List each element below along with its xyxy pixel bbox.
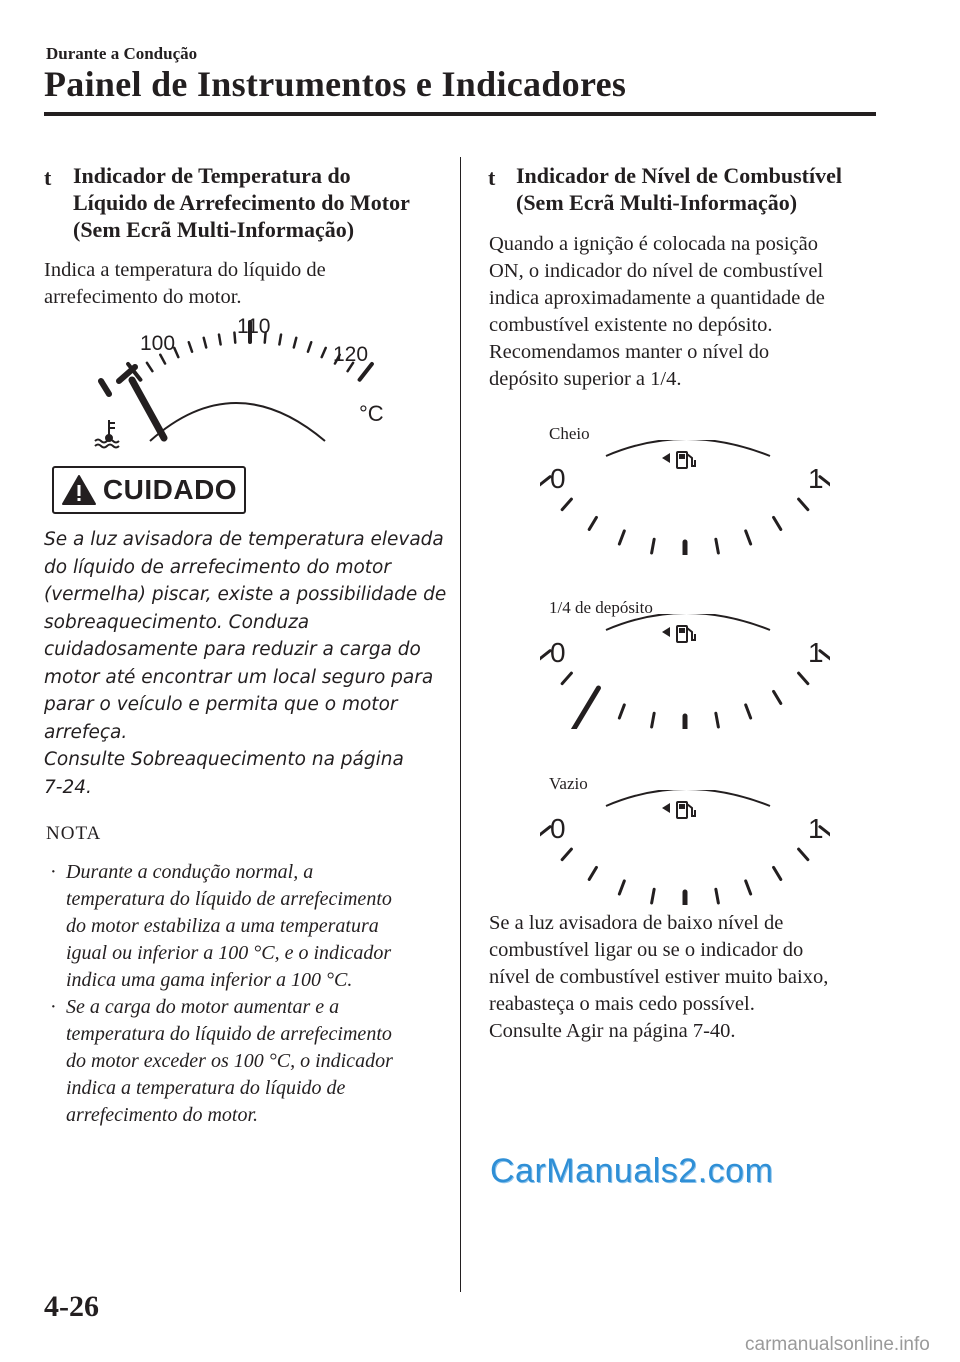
fuel-scale-min: 0: [550, 637, 566, 668]
fuel-gauge-tick: [774, 867, 781, 879]
left-heading: [73, 162, 453, 243]
right-outro-line: Se a luz avisadora de baixo nível de: [489, 912, 784, 934]
fuel-gauge-tick: [652, 713, 655, 727]
temperature-tick: [189, 342, 192, 351]
note-line: do motor exceder os 100 °C, o indicador: [66, 1050, 393, 1072]
temperature-unit: °C: [359, 401, 384, 426]
fuel-gauge-tick: [619, 531, 624, 544]
temperature-label-120: 120: [333, 343, 369, 366]
section-label: Durante a Condução: [46, 44, 198, 63]
temperature-gauge: [85, 305, 405, 455]
temperature-needle: [132, 380, 164, 438]
fuel-gauge-empty: [540, 790, 830, 905]
caution-line: motor até encontrar um local seguro para: [44, 666, 434, 688]
temperature-tick: [160, 355, 165, 364]
caution-label: CUIDADO: [102, 474, 238, 505]
note-item: [46, 994, 446, 1129]
fuel-needle: [563, 688, 598, 729]
left-heading-line: (Sem Ecrã Multi-Informação): [73, 217, 355, 242]
fuel-gauge-tick: [774, 691, 781, 703]
caution-line: cuidadosamente para reduzir a carga do: [44, 639, 421, 660]
caution-line: sobreaquecimento. Conduza: [44, 611, 310, 633]
fuel-scale-max: 1: [808, 637, 824, 668]
note-line: do motor estabiliza a uma temperatura: [66, 915, 379, 937]
fuel-gauge-label: 1/4 de depósito: [549, 598, 653, 617]
temperature-tick: [294, 338, 296, 348]
fuel-gauge-tick: [540, 827, 550, 836]
fuel-gauge-tick: [652, 539, 655, 553]
right-intro-line: ON, o indicador do nível de combustível: [489, 260, 824, 282]
warning-triangle-icon: [61, 474, 97, 506]
left-heading-line: Líquido de Arrefecimento do Motor: [73, 190, 410, 215]
right-intro-line: combustível existente no depósito.: [489, 314, 773, 336]
note-line: arrefecimento do motor.: [66, 1104, 259, 1126]
right-heading-line: Indicador de Nível de Combustível: [516, 163, 842, 188]
fuel-gauge-tick: [774, 517, 781, 529]
column-divider: [460, 157, 461, 1292]
fuel-gauge-tick: [562, 499, 571, 510]
caution-line: do líquido de arrefecimento do motor: [44, 556, 391, 578]
fuel-gauge-tick: [562, 673, 571, 684]
note-line: Se a carga do motor aumentar e a: [66, 996, 340, 1018]
fuel-gauge-quarter: [540, 614, 830, 729]
left-heading-bullet: t: [44, 165, 52, 190]
watermark-logo: CarManuals2.com: [490, 1152, 774, 1190]
fuel-gauge-tick: [589, 867, 596, 879]
caution-line: parar o veículo e permita que o motor: [44, 694, 398, 715]
right-intro-line: Quando a ignição é colocada na posição: [489, 233, 819, 255]
right-heading-line: (Sem Ecrã Multi-Informação): [516, 190, 798, 215]
right-outro: [489, 910, 889, 1045]
temperature-tick: [234, 333, 235, 343]
right-heading: [516, 162, 896, 216]
fuel-gauge-tick: [746, 881, 751, 894]
temperature-gauge-arc: [150, 403, 325, 441]
fuel-gauge-tick: [652, 889, 655, 903]
fuel-gauge-tick: [540, 651, 550, 660]
note-title: NOTA: [46, 823, 102, 844]
fuel-gauge-tick: [716, 539, 719, 553]
note-line: temperatura do líquido de arrefecimento: [66, 888, 392, 910]
caution-line: Se a luz avisadora de temperatura elevada: [44, 529, 444, 550]
page-title: Painel de Instrumentos e Indicadores: [44, 64, 627, 104]
fuel-gauge-tick: [540, 477, 550, 486]
right-intro-line: Recomendamos manter o nível do: [489, 341, 770, 363]
temperature-tick: [322, 348, 326, 357]
note-line: temperatura do líquido de arrefecimento: [66, 1023, 392, 1045]
note-list: [46, 859, 446, 1129]
note-item: [46, 859, 446, 994]
note-line: igual ou inferior a 100 °C, e o indicador: [66, 942, 392, 964]
left-intro-line: arrefecimento do motor.: [44, 286, 242, 308]
fuel-gauge-tick: [746, 531, 751, 544]
temperature-scale-start-mark: [101, 381, 109, 394]
note-line: indica a temperatura do líquido de: [66, 1077, 346, 1099]
note-bullet: ·: [50, 861, 57, 883]
temperature-tick: [147, 363, 152, 371]
coolant-temperature-icon: [95, 420, 119, 448]
left-intro-line: Indica a temperatura do líquido de: [44, 259, 326, 281]
fuel-scale-max: 1: [808, 813, 824, 844]
page-number: 4-26: [44, 1290, 99, 1323]
caution-box: [52, 466, 246, 514]
fuel-pump-icon: [662, 802, 695, 818]
fuel-gauge-tick: [799, 849, 808, 860]
right-intro-line: depósito superior a 1/4.: [489, 368, 682, 390]
temperature-label-110: 110: [237, 315, 271, 338]
right-outro-line: Consulte Agir na página 7-40.: [489, 1020, 736, 1042]
fuel-gauge-tick: [799, 673, 808, 684]
fuel-gauge-tick: [716, 889, 719, 903]
fuel-gauge-tick: [619, 705, 624, 718]
fuel-gauge-tick: [589, 517, 596, 529]
fuel-gauge-label: Vazio: [549, 774, 588, 793]
fuel-gauge-tick: [562, 849, 571, 860]
caution-line: arrefeça.: [44, 721, 128, 743]
right-outro-line: nível de combustível estiver muito baixo,: [489, 966, 829, 988]
temperature-tick: [219, 335, 221, 345]
caution-line: (vermelha) piscar, existe a possibilidade de: [44, 584, 447, 605]
caution-line: Consulte Sobreaquecimento na página: [44, 749, 404, 770]
caution-line: 7-24.: [44, 776, 92, 798]
fuel-scale-max: 1: [808, 463, 824, 494]
fuel-pump-icon: [662, 452, 695, 468]
fuel-gauge-tick: [799, 499, 808, 510]
temperature-tick: [308, 342, 311, 351]
fuel-gauge-full: [540, 440, 830, 555]
caution-text: [44, 526, 449, 801]
temperature-tick: [204, 338, 206, 348]
note-bullet: ·: [50, 996, 57, 1018]
note-line: indica uma gama inferior a 100 °C.: [66, 969, 353, 991]
temperature-tick: [279, 335, 281, 345]
fuel-scale-min: 0: [550, 813, 566, 844]
fuel-gauge-tick: [716, 713, 719, 727]
right-outro-line: combustível ligar ou se o indicador do: [489, 939, 804, 961]
right-intro: [489, 231, 889, 393]
fuel-gauge-label: Cheio: [549, 424, 590, 443]
temperature-label-100: 100: [140, 332, 176, 355]
left-intro: [44, 257, 444, 311]
right-intro-line: indica aproximadamente a quantidade de: [489, 287, 825, 309]
note-line: Durante a condução normal, a: [66, 861, 314, 883]
left-heading-line: Indicador de Temperatura do: [73, 163, 351, 188]
fuel-gauge-tick: [619, 881, 624, 894]
site-watermark: carmanualsonline.info: [745, 1334, 930, 1355]
fuel-pump-icon: [662, 626, 695, 642]
fuel-scale-min: 0: [550, 463, 566, 494]
title-rule: [44, 112, 876, 116]
temperature-tick: [360, 364, 372, 380]
right-heading-bullet: t: [488, 165, 496, 190]
fuel-gauge-tick: [746, 705, 751, 718]
right-outro-line: reabasteça o mais cedo possível.: [489, 993, 755, 1015]
